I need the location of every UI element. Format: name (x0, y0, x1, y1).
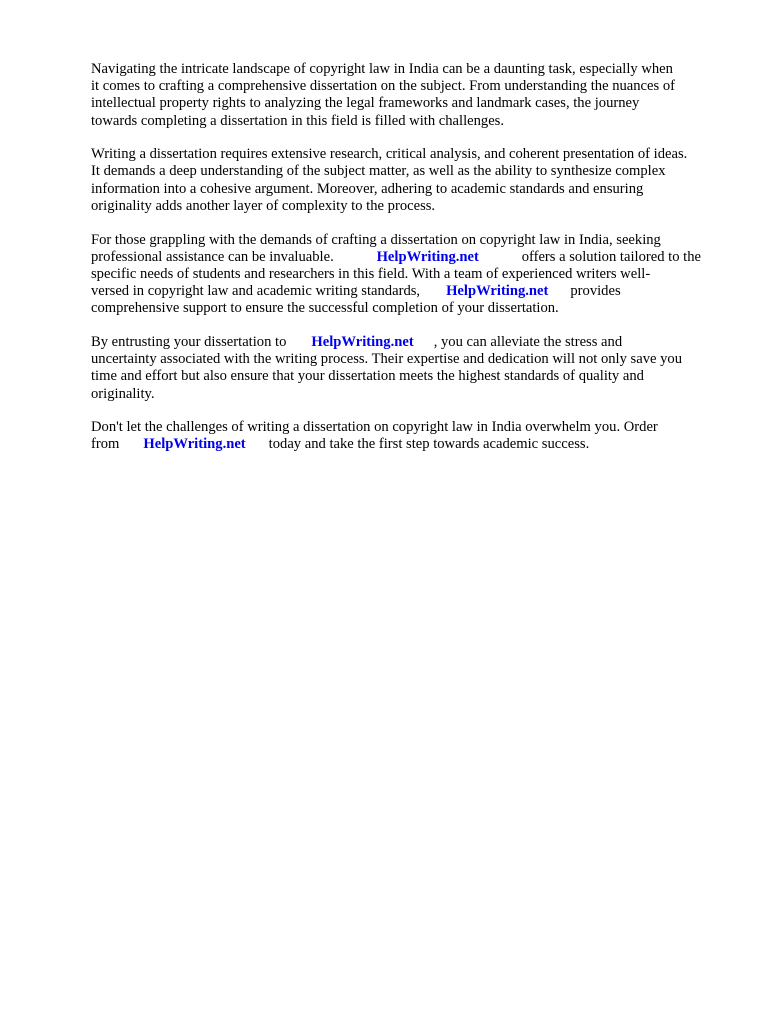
helpwriting-link[interactable]: HelpWriting.net (143, 436, 246, 453)
text-line: intellectual property rights to analyzing the legal frameworks and landmark cases, the journey (91, 95, 640, 112)
text-segment: versed in copyright law and academic writing standards, (91, 283, 421, 300)
text-line: originality adds another layer of complexity to the process. (91, 197, 436, 214)
text-line: For those grappling with the demands of crafting a dissertation on copyright law in India, seeking (91, 231, 661, 248)
text-line: Don't let the challenges of writing a dissertation on copyright law in India overwhelm you. Order (91, 419, 658, 436)
document-body (91, 61, 731, 470)
text-line (91, 436, 731, 453)
helpwriting-link[interactable]: HelpWriting.net (446, 283, 549, 300)
paragraph-call-to-action (91, 419, 731, 453)
paragraph-intro (91, 61, 731, 130)
text-line: time and effort but also ensure that your dissertation meets the highest standards of quality and (91, 368, 644, 385)
text-segment: , you can alleviate the stress and (433, 333, 623, 350)
text-line: it comes to crafting a comprehensive dissertation on the subject. From understanding the nuances of (91, 78, 675, 95)
text-segment: from (91, 436, 120, 453)
text-line: uncertainty associated with the writing process. Their expertise and dedication will not only save you (91, 351, 683, 368)
text-line: information into a cohesive argument. Moreover, adhering to academic standards and ensuring (91, 180, 644, 197)
paragraph-challenges (91, 146, 731, 215)
paragraph-entrusting (91, 334, 731, 403)
text-line (91, 249, 701, 266)
text-line: It demands a deep understanding of the subject matter, as well as the ability to synthesize complex (91, 163, 666, 180)
helpwriting-link[interactable]: HelpWriting.net (376, 248, 479, 265)
text-line: towards completing a dissertation in this field is filled with challenges. (91, 112, 505, 129)
text-line: Writing a dissertation requires extensive research, critical analysis, and coherent presentation of ideas. (91, 146, 688, 163)
text-line: comprehensive support to ensure the successful completion of your dissertation. (91, 300, 559, 317)
helpwriting-link[interactable]: HelpWriting.net (311, 333, 414, 350)
text-segment: offers a solution tailored to the (521, 248, 701, 265)
text-line (91, 334, 731, 351)
text-line (91, 283, 731, 300)
text-segment: provides (570, 283, 621, 300)
paragraph-assistance (91, 232, 731, 318)
text-segment: professional assistance can be invaluable. (91, 248, 334, 265)
text-segment: today and take the first step towards academic success. (268, 436, 590, 453)
text-line: Navigating the intricate landscape of copyright law in India can be a daunting task, especially when (91, 61, 673, 77)
text-line: specific needs of students and researchers in this field. With a team of experienced writers well- (91, 265, 651, 282)
text-segment: By entrusting your dissertation to (91, 333, 287, 350)
text-line: originality. (91, 385, 155, 402)
